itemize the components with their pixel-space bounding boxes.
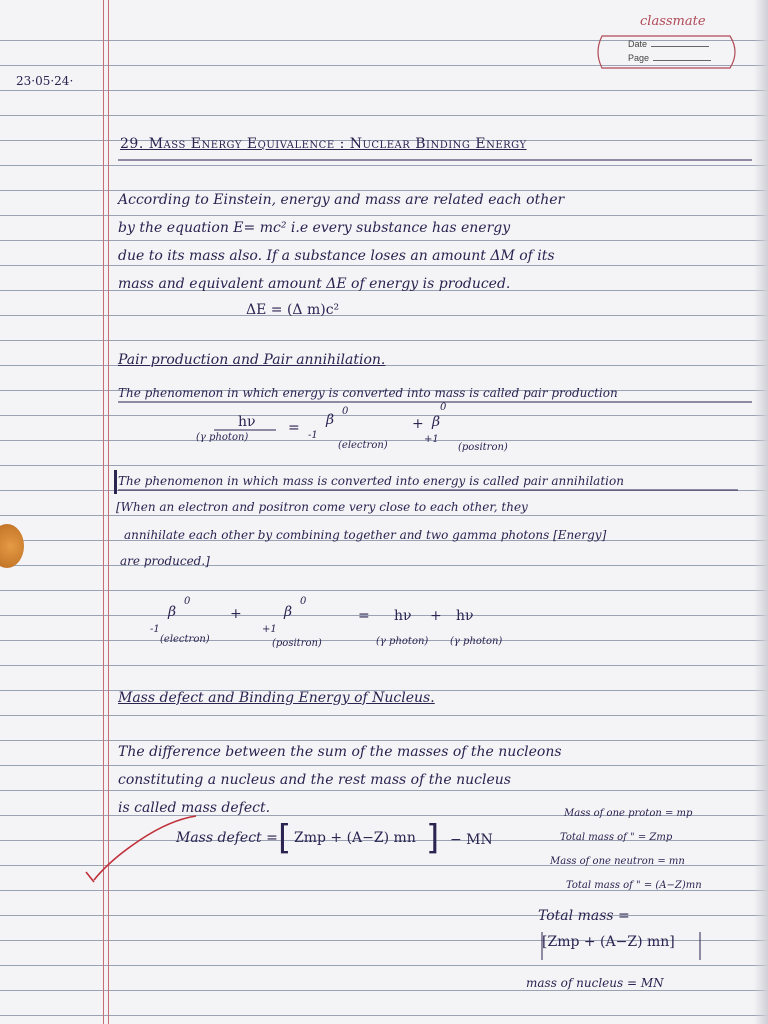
formula-tail: − MN xyxy=(450,832,493,848)
eq2-beta1-sup: 0 xyxy=(184,596,191,607)
eq2-photon1-label: (γ photon) xyxy=(376,636,429,647)
written-date: 23·05·24· xyxy=(16,74,74,88)
pair-production-definition: The phenomenon in which energy is converted into mass is called pair production xyxy=(118,386,618,400)
eq2-positron-label: (positron) xyxy=(272,638,322,649)
eq2-beta2-sup: 0 xyxy=(300,596,307,607)
eq2-hv1: hν xyxy=(394,608,412,624)
eq2-plus1: + xyxy=(230,606,242,622)
formula-close-bracket: ] xyxy=(426,818,440,858)
note-proton-mass: Mass of one proton = mp xyxy=(564,808,693,819)
annihilation-line-2: [When an electron and positron come very close to each other, they xyxy=(116,500,528,514)
mass-defect-heading: Mass defect and Binding Energy of Nucleus. xyxy=(118,690,435,706)
note-total-neutron-mass: Total mass of " = (A−Z)mn xyxy=(566,880,702,891)
pair-heading: Pair production and Pair annihilation. xyxy=(118,352,386,368)
brand-logo: classmate xyxy=(640,14,706,29)
eq1-positron-label: (positron) xyxy=(458,442,508,453)
eq1-beta1-sub: -1 xyxy=(308,430,318,441)
eq2-beta2-sub: +1 xyxy=(262,624,277,635)
note-neutron-mass: Mass of one neutron = mn xyxy=(550,856,685,867)
note-total-proton-mass: Total mass of " = Zmp xyxy=(560,832,673,843)
eq2-hv2: hν xyxy=(456,608,474,624)
total-mass-label: Total mass = xyxy=(538,908,630,924)
eq2-plus2: + xyxy=(430,608,442,624)
mass-defect-line-3: is called mass defect. xyxy=(118,800,271,816)
date-label: Date xyxy=(628,39,709,49)
annihilation-line-1: The phenomenon in which mass is converted into energy is called pair annihilation xyxy=(118,474,624,488)
eq1-equals: = xyxy=(288,420,300,436)
eq1-beta2-sub: +1 xyxy=(424,434,439,445)
eq2-electron-label: (electron) xyxy=(160,634,210,645)
annihilation-bar xyxy=(114,470,117,494)
formula-body: Zmp + (A−Z) mn xyxy=(294,830,416,846)
eq1-photon-label: (γ photon) xyxy=(196,432,249,443)
formula-open-bracket: [ xyxy=(278,818,292,858)
eq1-beta2: β xyxy=(432,414,441,430)
eq1-beta1-sup: 0 xyxy=(342,406,349,417)
intro-line-2: by the equation E= mc² i.e every substance has energy xyxy=(118,220,511,236)
eq1-electron-label: (electron) xyxy=(338,440,388,451)
eq2-photon2-label: (γ photon) xyxy=(450,636,503,647)
nucleus-mass: mass of nucleus = MN xyxy=(526,976,664,990)
eq2-beta2: β xyxy=(284,604,293,620)
page-title: 29. Mass Energy Equivalence : Nuclear Binding Energy xyxy=(120,136,527,152)
check-mark xyxy=(94,816,196,880)
annihilation-line-4: are produced.] xyxy=(120,554,210,568)
eq2-equals: = xyxy=(358,608,370,624)
total-mass-value: [Zmp + (A−Z) mn] xyxy=(542,934,675,950)
eq1-beta1: β xyxy=(326,412,335,428)
eq2-beta1: β xyxy=(168,604,177,620)
eq2-beta1-sub: -1 xyxy=(150,624,160,635)
intro-line-3: due to its mass also. If a substance loses an amount ΔM of its xyxy=(118,248,555,264)
page-label: Page xyxy=(628,53,711,63)
mass-defect-line-2: constituting a nucleus and the rest mass of the nucleus xyxy=(118,772,511,788)
delta-e-equation: ΔE = (Δ m)c² xyxy=(246,302,340,318)
annihilation-line-3: annihilate each other by combining together and two gamma photons [Energy] xyxy=(124,528,607,542)
mass-defect-line-1: The difference between the sum of the masses of the nucleons xyxy=(118,744,562,760)
mass-defect-formula-label: Mass defect = xyxy=(176,830,278,846)
intro-line-1: According to Einstein, energy and mass are related each other xyxy=(118,192,565,208)
eq1-hv: hν xyxy=(238,414,256,430)
eq1-beta2-sup: 0 xyxy=(440,402,447,413)
eq1-plus: + xyxy=(412,416,424,432)
intro-line-4: mass and equivalent amount ΔE of energy is produced. xyxy=(118,276,511,292)
